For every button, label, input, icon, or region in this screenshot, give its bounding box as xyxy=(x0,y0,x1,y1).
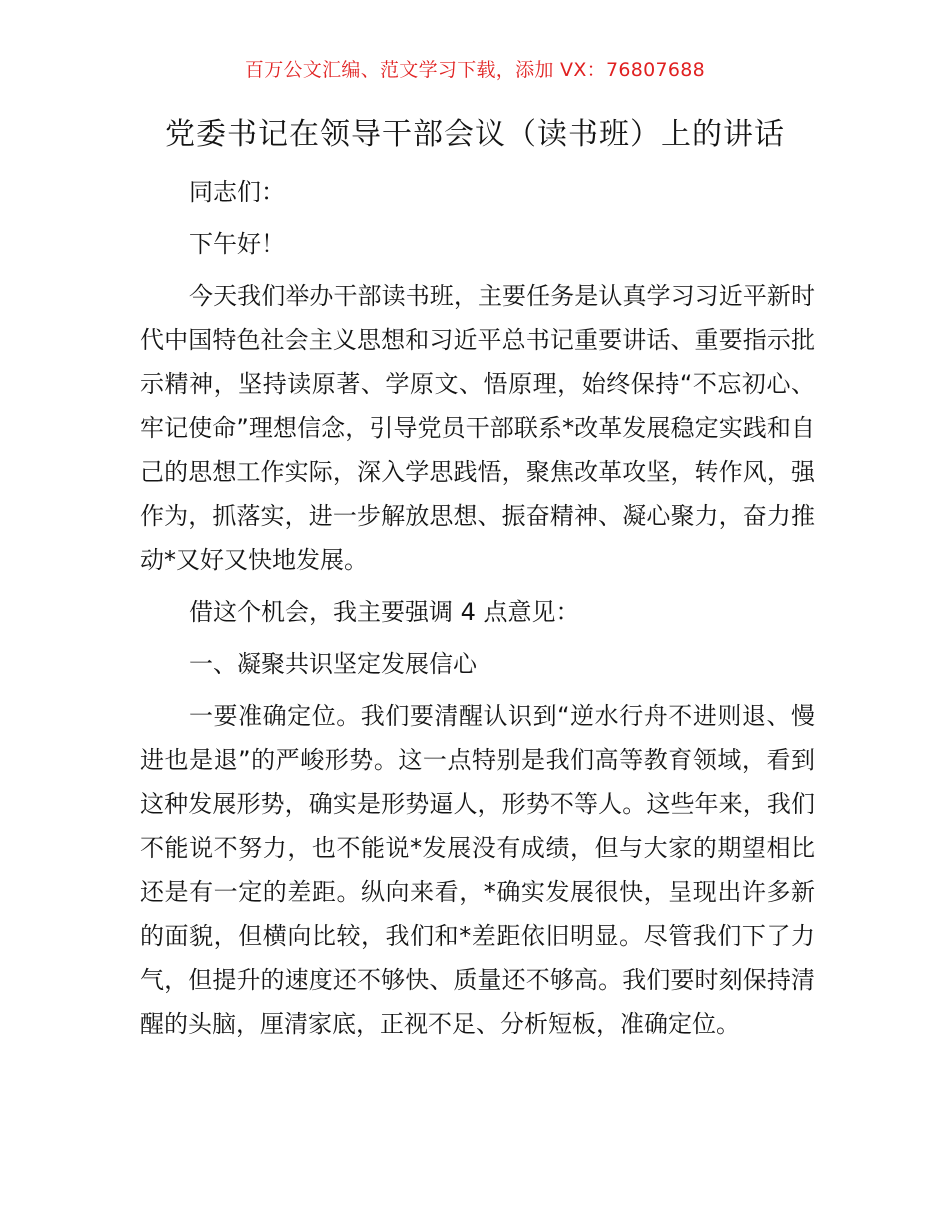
salutation: 同志们： xyxy=(189,178,285,206)
paragraph-intro: 今天我们举办干部读书班，主要任务是认真学习习近平新时代中国特色社会主义思想和习近平总书记重要讲话、重要指示批示精神，坚持读原著、学原文、悟原理，始终保持“不忘初心、牢记使命”理想信念，引导党员干部联系*改革发展稳定实践和自己的思想工作实际，深入学思践悟，聚焦改革攻坚，转作风，强作为，抓落实，进一步解放思想、振奋精神、凝心聚力，奋力推动*又好又快地发展。 xyxy=(140,282,815,574)
section-heading: 一、凝聚共识坚定发展信心 xyxy=(189,650,477,678)
document-body xyxy=(140,170,815,1054)
document-title: 党委书记在领导干部会议（读书班）上的讲话 xyxy=(165,117,785,152)
paragraph-points: 借这个机会，我主要强调 4 点意见： xyxy=(189,598,580,626)
greeting: 下午好！ xyxy=(189,230,285,258)
watermark-header: 百万公文汇编、范文学习下载，添加 VX：76807688 xyxy=(244,59,706,81)
paragraph-positioning: 一要准确定位。我们要清醒认识到“逆水行舟不进则退、慢进也是退”的严峻形势。这一点特别是我们高等教育领域，看到这种发展形势，确实是形势逼人，形势不等人。这些年来，我们不能说不努力，也不能说*发展没有成绩，但与大家的期望相比还是有一定的差距。纵向来看，*确实发展很快，呈现出许多新的面貌，但横向比较，我们和*差距依旧明显。尽管我们下了力气，但提升的速度还不够快、质量还不够高。我们要时刻保持清醒的头脑，厘清家底，正视不足、分析短板，准确定位。 xyxy=(140,702,815,1038)
